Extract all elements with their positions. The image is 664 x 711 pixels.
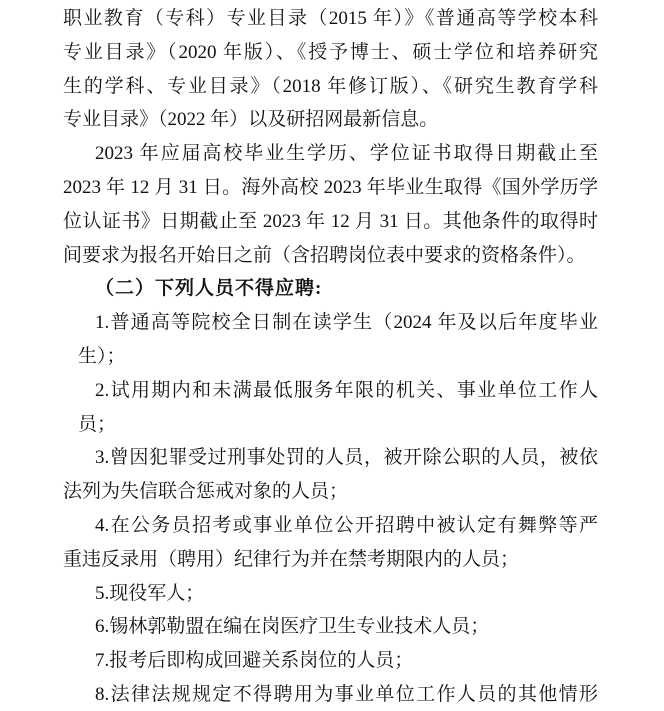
text-line: （二）下列人员不得应聘:	[95, 278, 323, 300]
document-body	[63, 2, 598, 711]
text-line: 员；	[78, 413, 117, 435]
text-line: 2.试用期内和未满最低服务年限的机关、事业单位工作人	[95, 379, 598, 401]
text-line: 法列为失信联合惩戒对象的人员；	[63, 481, 349, 503]
text-line: 1.普通高等院校全日制在读学生（2024 年及以后年度毕业	[95, 312, 598, 334]
text-line: 专业目录》（2022 年）以及研招网最新信息。	[63, 109, 439, 131]
text-line: 8.法律法规规定不得聘用为事业单位工作人员的其他情形	[95, 683, 598, 705]
text-line: 2023 年应届高校毕业生学历、学位证书取得日期截止至	[95, 143, 598, 165]
text-line: 位认证书》日期截止至 2023 年 12 月 31 日。其他条件的取得时	[63, 210, 598, 232]
text-line: 2023 年 12 月 31 日。海外高校 2023 年毕业生取得《国外学历学	[63, 176, 598, 198]
text-line: 7.报考后即构成回避关系岗位的人员；	[95, 650, 414, 672]
text-line: 生）；	[78, 345, 126, 367]
text-line: 重违反录用（聘用）纪律行为并在禁考期限内的人员；	[63, 548, 520, 570]
text-line: 职业教育（专科）专业目录（2015 年）》《普通高等学校本科	[63, 8, 598, 29]
text-line: 专业目录》（2020 年版）、《授予博士、硕士学位和培养研究	[63, 41, 598, 63]
text-line: 6.锡林郭勒盟在编在岗医疗卫生专业技术人员；	[95, 616, 490, 638]
text-line: 4.在公务员招考或事业单位公开招聘中被认定有舞弊等严	[95, 514, 598, 536]
text-line: 5.现役军人；	[95, 582, 205, 604]
text-line: 生的学科、专业目录》（2018 年修订版）、《研究生教育学科	[63, 75, 598, 97]
text-line: 3.曾因犯罪受过刑事处罚的人员，被开除公职的人员，被依	[95, 447, 598, 469]
text-line: 间要求为报名开始日之前（含招聘岗位表中要求的资格条件）。	[63, 244, 586, 266]
